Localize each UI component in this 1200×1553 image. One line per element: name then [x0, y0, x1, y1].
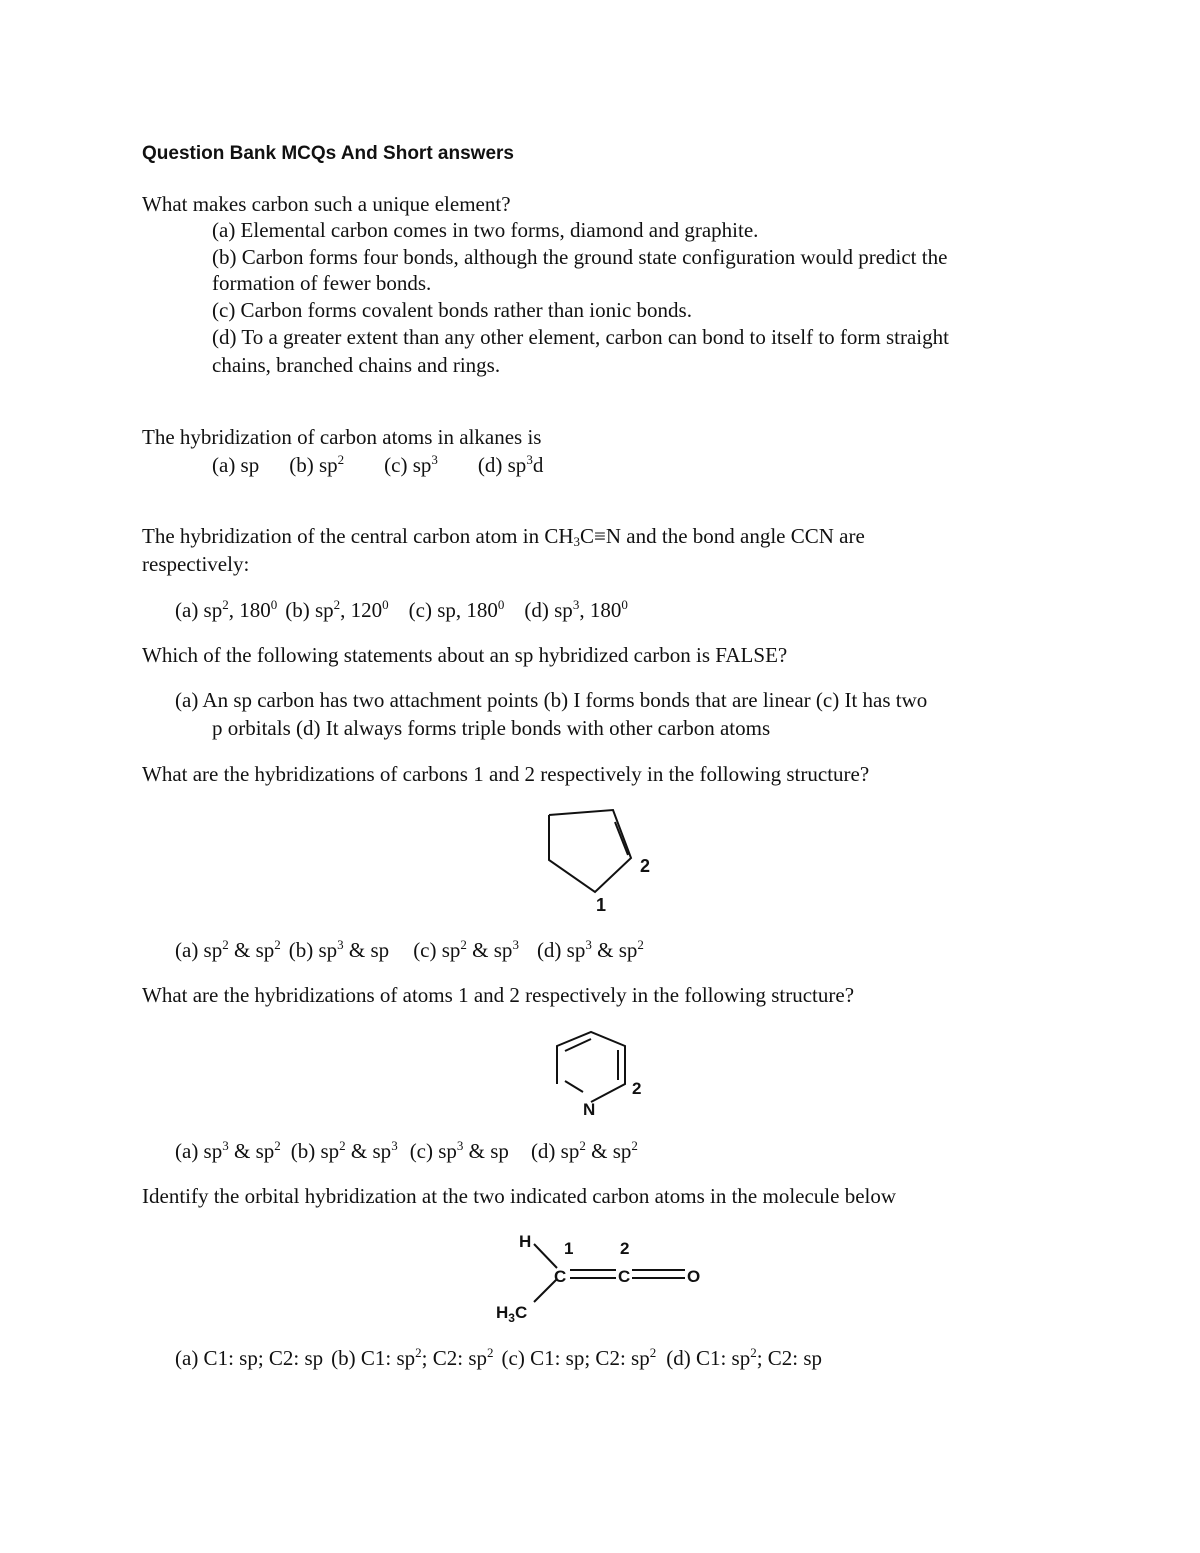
q2-option-b: (b) $sp^2$: [289, 452, 345, 477]
hydrogen-label: H: [519, 1232, 532, 1251]
nitrogen-label: N: [583, 1100, 596, 1119]
q5-option-d: (d) $sp^3$ & $sp^2$: [536, 937, 644, 962]
q3-option-a: (a) $sp^2$, $180^0$: [175, 597, 278, 622]
q7-option-b: (b) C1: $sp^2$; C2: $sp^2$: [331, 1345, 494, 1370]
oxygen-atom: O: [687, 1267, 701, 1286]
q1-option-a: (a) Elemental carbon comes in two forms, diamond and graphite.: [212, 218, 759, 242]
question-5: What are the hybridizations of carbons 1 and 2 respectively in the following structure?: [142, 762, 870, 786]
cyclopentene-structure: [535, 800, 665, 920]
q2-option-d: (d) $sp^3d$: [477, 452, 544, 477]
q3-option-c: (c) sp, $180^0$: [408, 597, 505, 622]
q3-options: [175, 597, 628, 623]
q6-option-a: (a) $sp^3$ & $sp^2$: [175, 1138, 281, 1163]
q7-option-c: (c) C1: sp; C2: $sp^2$: [501, 1345, 657, 1370]
q1-option-c: (c) Carbon forms covalent bonds rather than ionic bonds.: [212, 298, 692, 322]
q3-option-d: (d) $sp^3$, $180^0$: [524, 597, 628, 622]
q5-option-c: (c) $sp^2$ & $sp^3$: [413, 937, 519, 962]
pyridine-structure: [545, 1028, 655, 1123]
carbon-label-1: 1: [596, 895, 607, 915]
q1-option-d-cont: chains, branched chains and rings.: [212, 353, 501, 377]
q7-option-d: (d) C1: $sp^2$; C2: sp: [666, 1345, 823, 1370]
q5-option-b: (b) $sp^3$ & sp: [288, 937, 390, 962]
q1-option-b-cont: formation of fewer bonds.: [212, 271, 432, 295]
q4-options-line1: (a) An sp carbon has two attachment points (b) I forms bonds that are linear (c) It has two: [175, 688, 928, 712]
c1-atom: C: [554, 1267, 567, 1286]
question-2: The hybridization of carbon atoms in alkanes is: [142, 425, 542, 449]
carbon-label-1: 1: [564, 1239, 574, 1258]
q2-option-a: (a) sp: [212, 453, 260, 477]
question-1: What makes carbon such a unique element?: [142, 192, 511, 216]
question-6: What are the hybridizations of atoms 1 and 2 respectively in the following structure?: [142, 983, 855, 1007]
c2-atom: C: [618, 1267, 631, 1286]
question-3: The hybridization of the central carbon atom in $CH_3C\equiv N$ and the bond angle CCN are: [142, 524, 865, 549]
page-title: Question Bank MCQs And Short answers: [142, 143, 514, 164]
q1-option-b: (b) Carbon forms four bonds, although the ground state configuration would predict the: [212, 245, 948, 269]
methyl-group: $H_3C$: [496, 1303, 528, 1325]
q5-options: [175, 937, 644, 963]
carbon-label-2: 2: [620, 1239, 630, 1258]
carbon-label-2: 2: [640, 856, 651, 876]
atom-label-2: 2: [632, 1079, 642, 1098]
q2-options: [212, 452, 543, 478]
q6-option-d: (d) $sp^2$ & $sp^2$: [530, 1138, 638, 1163]
q6-option-b: (b) $sp^2$ & $sp^3$: [290, 1138, 398, 1163]
question-7: Identify the orbital hybridization at the two indicated carbon atoms in the molecule below: [142, 1184, 897, 1208]
q1-option-d: (d) To a greater extent than any other element, carbon can bond to itself to form straight: [212, 325, 949, 349]
q6-options: [175, 1138, 638, 1164]
q6-option-c: (c) $sp^3$ & sp: [409, 1138, 509, 1163]
q5-option-a: (a) $sp^2$ & $sp^2$: [175, 937, 281, 962]
q7-options: [175, 1345, 822, 1371]
q7-option-a: (a) C1: sp; C2: sp: [175, 1346, 324, 1370]
q3-option-b: (b) $sp^2$, $120^0$: [285, 597, 389, 622]
q4-options-line2: p orbitals (d) It always forms triple bonds with other carbon atoms: [212, 716, 771, 740]
question-4: Which of the following statements about an sp hybridized carbon is FALSE?: [142, 643, 788, 667]
question-3-cont: respectively:: [142, 552, 250, 576]
q2-option-c: (c) $sp^3$: [384, 452, 438, 477]
ketene-structure: [490, 1228, 720, 1328]
